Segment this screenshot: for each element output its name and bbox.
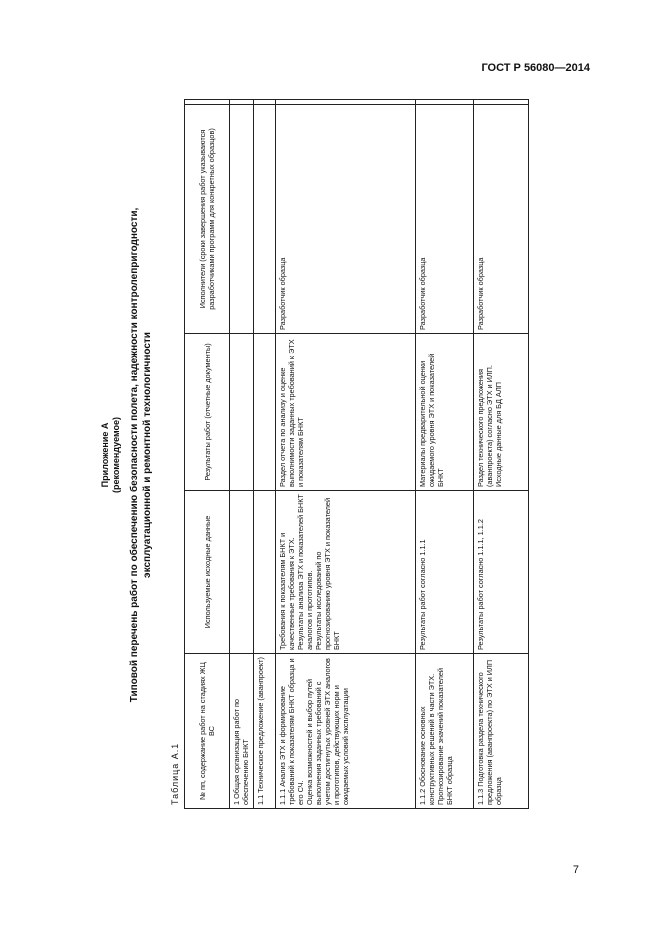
works-table <box>184 99 529 809</box>
rotated-content <box>100 95 560 815</box>
page-number: 7 <box>572 864 579 876</box>
cell-inputs: Результаты работ согласно 1.1.1 <box>416 491 474 654</box>
table-row <box>416 100 474 809</box>
cell-inputs: Требования к показателям БНКТ и качественные требования к ЭТХ. Результаты анализа ЭТХ и показателей БНКТ аналогов и прототипов. Результаты исследований по прогнозированию уровня ЭТХ и показателей БНКТ <box>276 491 416 654</box>
cell-results: Раздел отчета по анализу и оценке выполнимости заданных требований к ЭТХ и показателям БНКТ <box>276 334 416 491</box>
header-stage: № пп, содержание работ на стадиях ЖЦ ВС <box>185 654 230 809</box>
table-row <box>230 100 254 809</box>
table-row <box>474 100 529 809</box>
cell-results: Раздел технического предложения (аванпроекта) согласно ЭТХ и ИЛП. Исходные данные для БД АЛП <box>474 334 529 491</box>
cell-executors: Разработчик образца <box>474 105 529 334</box>
table-caption: Таблица А.1 <box>170 742 180 805</box>
appendix-title <box>128 95 154 815</box>
appendix-status: (рекомендуемое) <box>111 417 121 493</box>
cell-stage: 1.1.2 Обоснование основных конструктивных решений в части ЭТХ. Прогнозирование значений показателей БНКТ образца <box>416 654 474 809</box>
cell-stage: 1.1.1 Анализ ЭТХ и формирование требований к показателям БНКТ образца и его СЧ. Оценка возможностей и выбор путей выполнения заданных требований с учетом достигнутых уровней ЭТХ аналогов и прототипов, действующих норм и ожидаемых условий эксплуатации <box>276 654 416 809</box>
header-executors: Исполнители (сроки завершения работ указываются разработчиками программ для конкретных образцов) <box>185 105 230 334</box>
appendix-label: Приложение А <box>100 422 110 488</box>
cell-executors: Разработчик образца <box>416 105 474 334</box>
cell-stage: 1.1.3 Подготовка раздела технического предложения (аванпроекта) по ЭТХ и ИЛП образца <box>474 654 529 809</box>
title-line-2: эксплуатационной и ремонтной технологичности <box>142 332 153 578</box>
table-row <box>276 100 416 809</box>
cell-inputs: Результаты работ согласно 1.1.1, 1.1.2 <box>474 491 529 654</box>
cell-results: Материалы предварительной оценки ожидаемого уровня ЭТХ и показателей БНКТ <box>416 334 474 491</box>
header-results: Результаты работ (отчетные документы) <box>185 334 230 491</box>
title-line-1: Типовой перечень работ по обеспечению безопасности полета, надежности контролепригодности, <box>129 207 140 703</box>
section-1-title: 1 Общая организация работ по обеспечению БНКТ <box>230 654 254 809</box>
header-inputs: Используемые исходные данные <box>185 491 230 654</box>
table-header-row <box>185 100 230 809</box>
standard-number: ГОСТ Р 56080—2014 <box>481 62 590 74</box>
cell-executors: Разработчик образца <box>276 105 416 334</box>
table-row <box>254 100 276 809</box>
header-empty <box>185 100 230 105</box>
section-1-1-title: 1.1 Техническое предложение (аванпроект) <box>254 654 276 809</box>
